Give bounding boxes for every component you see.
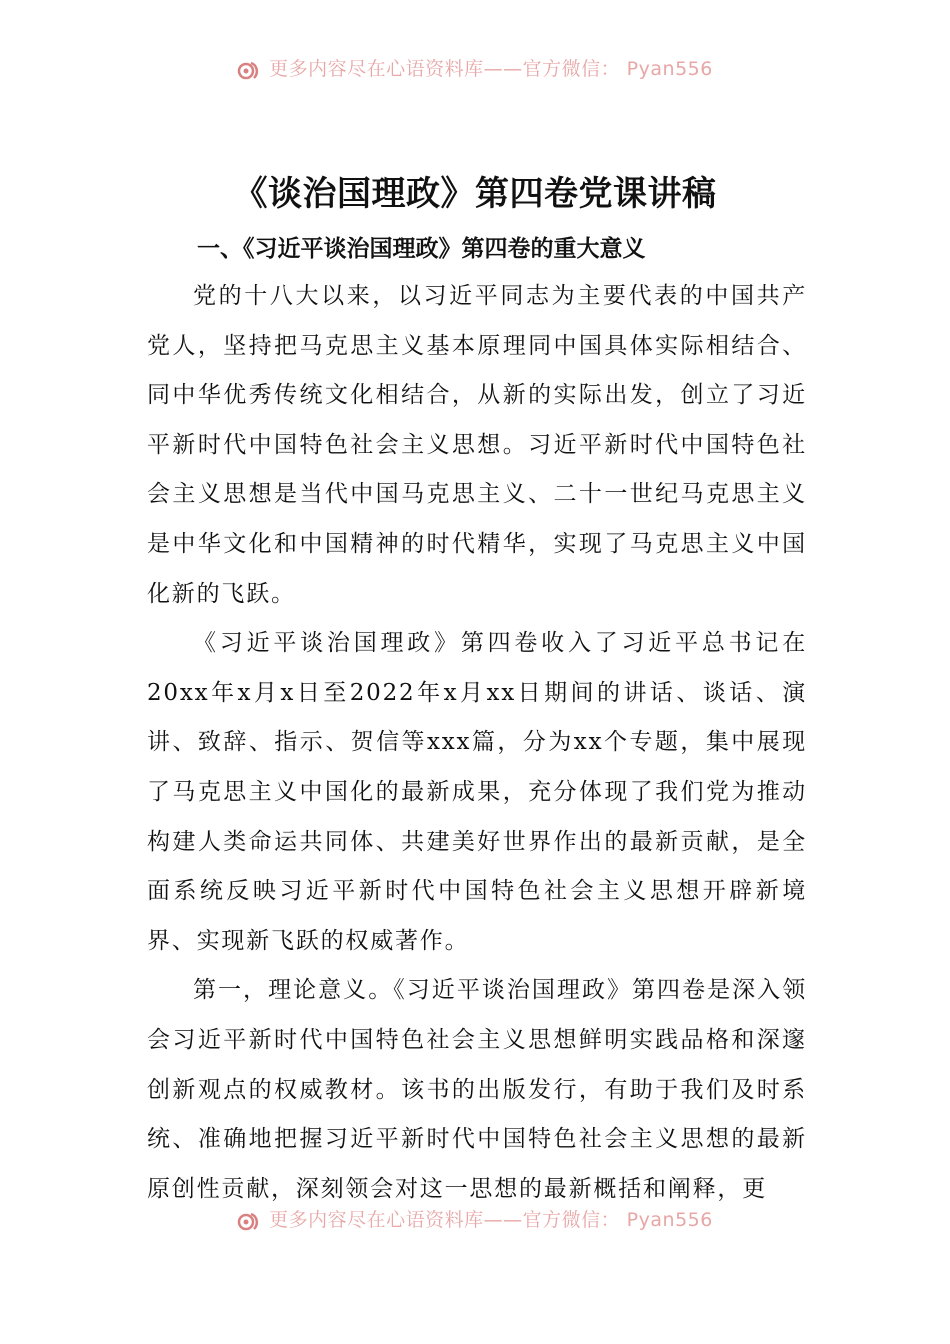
document-title: 《谈治国理政》第四卷党课讲稿 [233, 174, 717, 214]
watermark-footer [0, 1207, 950, 1233]
watermark-header [0, 56, 950, 82]
paragraph: 第一，理论意义。《习近平谈治国理政》第四卷是深入领会习近平新时代中国特色社会主义思想鲜明实践品格和深邃创新观点的权威教材。该书的出版发行，有助于我们及时系统、准确地把握习近平新时代中国特色社会主义思想的最新原创性贡献，深刻领会对这一思想的最新概括和阐释，更 [147, 977, 807, 1202]
watermark-text: 更多内容尽在心语资料库——官方微信： Pyan556 [269, 1209, 713, 1231]
brand-logo-icon [237, 1210, 263, 1232]
paragraph: 《习近平谈治国理政》第四卷收入了习近平总书记在20xx年x月x日至2022年x月xx日期间的讲话、谈话、演讲、致辞、指示、贺信等xxx篇，分为xx个专题，集中展现了马克思主义中国化的最新成果，充分体现了我们党为推动构建人类命运共同体、共建美好世界作出的最新贡献，是全面系统反映习近平新时代中国特色社会主义思想开辟新境界、实现新飞跃的权威著作。 [147, 630, 807, 954]
brand-logo-icon [237, 59, 263, 81]
paragraph: 党的十八大以来，以习近平同志为主要代表的中国共产党人，坚持把马克思主义基本原理同中国具体实际相结合、同中华优秀传统文化相结合，从新的实际出发，创立了习近平新时代中国特色社会主义思想。习近平新时代中国特色社会主义思想是当代中国马克思主义、二十一世纪马克思主义是中华文化和中国精神的时代精华，实现了马克思主义中国化新的飞跃。 [147, 283, 807, 607]
watermark-text: 更多内容尽在心语资料库——官方微信： Pyan556 [269, 58, 713, 80]
section-heading: 一、《习近平谈治国理政》第四卷的重大意义 [197, 236, 646, 262]
body-text [147, 272, 807, 1214]
